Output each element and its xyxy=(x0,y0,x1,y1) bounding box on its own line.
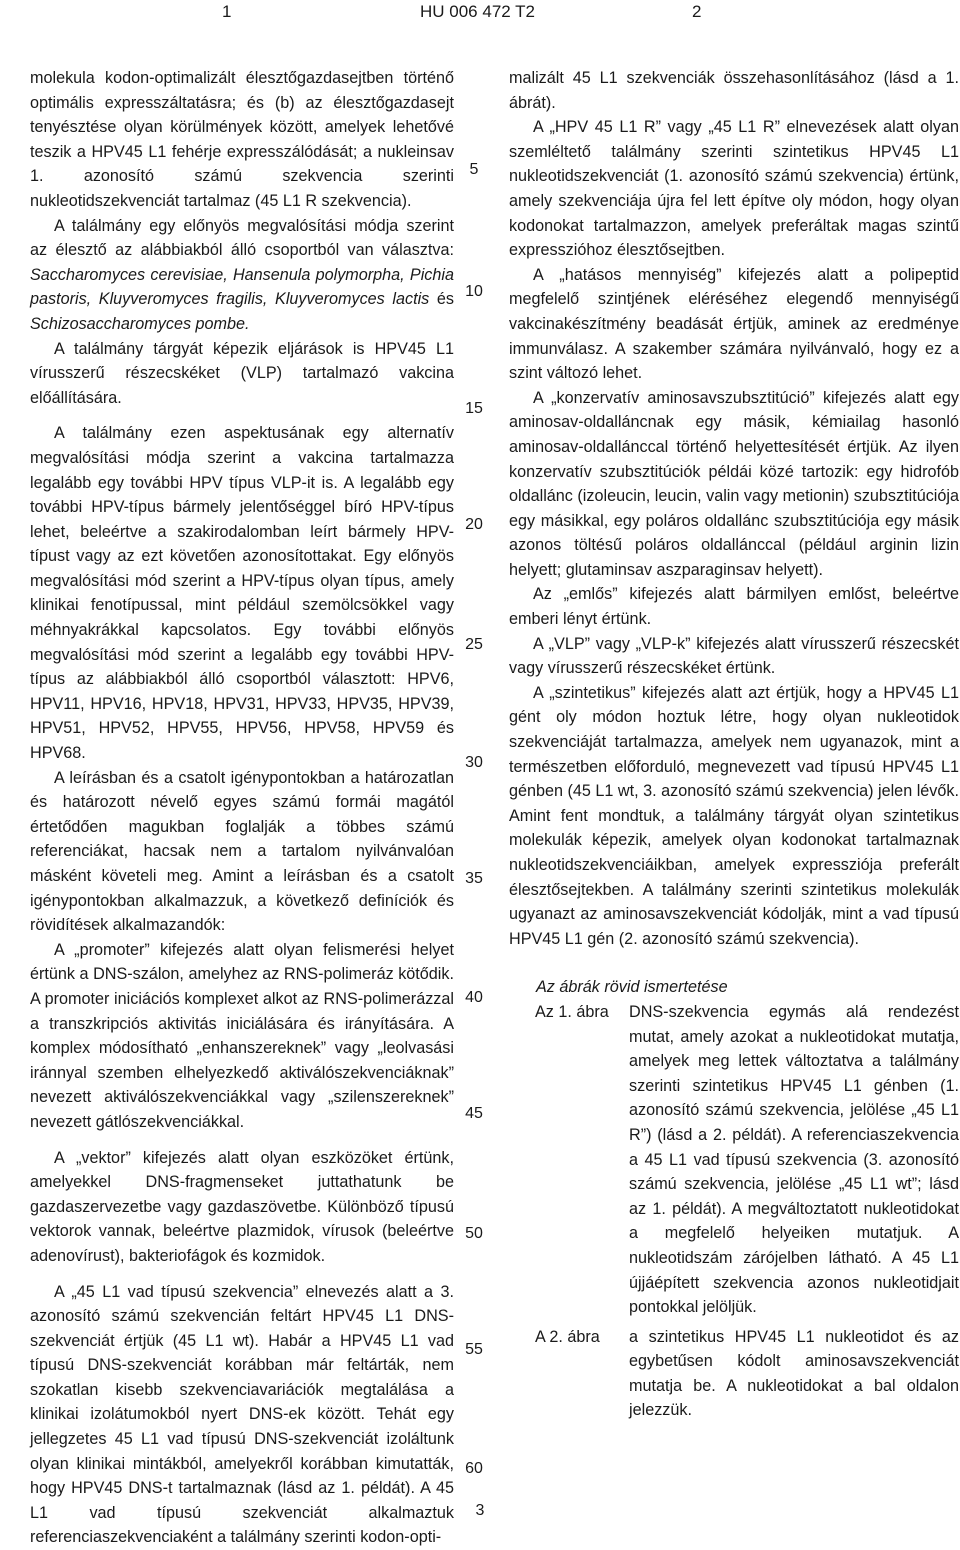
line-number: 30 xyxy=(454,754,494,772)
paragraph: A „vektor” kifejezés alatt olyan eszközöket értünk, amelyekkel DNS-fragmenseket juttathatunk be gazdaszervezetbe vagy gazdaszövetbe. Különböző típusú vektorok vannak, beleértve plazmidok, vírusok (beleértve adenovírust), bakteriofágok és kozmidok. xyxy=(30,1146,454,1269)
figure-label: Az 1. ábra xyxy=(509,1000,629,1320)
paragraph: A „szintetikus” kifejezés alatt azt értjük, hogy a HPV45 L1 gént oly módon hoztuk létre, hogy olyan nukleotidok szekvenciáját tartalmazza, amelyek nem ugyanazok, mint a természetben előforduló, megnevezett vad típusú HPV45 L1 génben (45 L1 wt, 3. azonosító számú szekvencia) jelen lévők. Amint fent mondtuk, a találmány tárgyát olyan szintetikus molekulák képezik, amelyek olyan kodonokat tartalmaznak nukleotidszekvenciáikban, amelyek expressziója preferált élesztősejtekben. A találmány szerinti szintetikus molekulák ugyanazt az aminosavszekvenciát kódolják, mint a vad típusú HPV45 L1 gén (2. azonosító számú szekvencia). xyxy=(509,681,959,952)
right-page-number: 2 xyxy=(692,2,701,22)
figures-heading: Az ábrák rövid ismertetése xyxy=(509,975,959,1000)
paragraph xyxy=(30,214,454,337)
paragraph: Az „emlős” kifejezés alatt bármilyen emlőst, beleértve emberi lényt értünk. xyxy=(509,582,959,631)
figure-label: A 2. ábra xyxy=(509,1325,629,1423)
paragraph: molekula kodon-optimalizált élesztőgazdasejtben történő optimális expresszáltatásra; és (b) az élesztőgazdasejt tenyésztése olyan körülmények között, amelyek lehetővé teszik a HPV45 L1 fehérje expresszálódását; a nukleinsav 1. azonosító számú szekvencia szerinti nukleotidszekvenciát tartalmaz (45 L1 R szekvencia). xyxy=(30,66,454,214)
line-number: 5 xyxy=(454,161,494,179)
paragraph-text: A találmány egy előnyös megvalósítási módja szerint az élesztő az alábbiakból álló csoportból van választva: xyxy=(30,217,454,260)
line-number: 25 xyxy=(454,636,494,654)
page-header xyxy=(0,2,960,28)
line-number: 50 xyxy=(454,1225,494,1243)
document-number: HU 006 472 T2 xyxy=(420,2,535,22)
conjunction: és xyxy=(429,290,454,308)
footer-page-number: 3 xyxy=(0,1502,960,1520)
figure-entry xyxy=(509,1325,959,1423)
species-list: Saccharomyces cerevisiae, Hansenula polymorpha, Pichia pastoris, Kluyveromyces fragilis, Kluyveromyces lactis xyxy=(30,266,454,309)
paragraph: A leírásban és a csatolt igénypontokban a határozatlan és határozott névelő egyes számú formái magától értetődően magukban foglalják a többes számú referenciákat, hacsak nem a tartalom nyilvánvalóan másként követeli meg. Amint a leírásban és a csatolt igénypontokban alkalmazzuk, a következő definíciók és rövidítések alkalmazandók: xyxy=(30,766,454,938)
paragraph: A „promoter” kifejezés alatt olyan felismerési helyet értünk a DNS-szálon, amelyhez az RNS-polimeráz kötődik. A promoter iniciációs komplexet alkot az RNS-polimerázzal a transzkripciós aktivitás iniciálására és irányítására. A komplex módosítható „enhanszereknek” vagy „leolvasási iránnyal szemben elhelyezkedő aktiválószekvenciáknak” nevezett aktiválószekvenciákkal vagy „szilenszereknek” nevezett gátlószekvenciákkal. xyxy=(30,938,454,1135)
line-number: 55 xyxy=(454,1341,494,1359)
figure-description: a szintetikus HPV45 L1 nukleotidot és az egybetűsen kódolt aminosavszekvenciát mutatja be. A nukleotidokat a bal oldalon jelezzük. xyxy=(629,1325,959,1423)
paragraph: A „hatásos mennyiség” kifejezés alatt a polipeptid megfelelő szintjének eléréséhez elegendő mennyiségű vakcinakészítmény beadását értjük, aminek az eredménye immunválasz. A szakember számára nyilvánvaló, hogy ez a szint változó lehet. xyxy=(509,263,959,386)
figure-entry xyxy=(509,1000,959,1320)
line-number: 20 xyxy=(454,516,494,534)
line-number: 40 xyxy=(454,989,494,1007)
line-number: 60 xyxy=(454,1460,494,1478)
line-number: 15 xyxy=(454,400,494,418)
paragraph: A „45 L1 vad típusú szekvencia” elnevezés alatt a 3. azonosító számú szekvencián feltárt HPV45 L1 DNS-szekvenciát értjük (45 L1 wt). Habár a HPV45 L1 vad típusú DNS-szekvenciát korábban már feltárták, nem szokatlan kisebb szekvenciavariációk megtalálása a klinikai izolátumokból nyert DNS-ek között. Tehát egy jellegzetes 45 L1 vad típusú DNS-szekvenciát izoláltunk olyan klinikai mintákból, amelyekről korábban kimutatták, hogy HPV45 DNS-t tartalmaznak (lásd az 1. példát). A 45 L1 vad típusú szekvenciát alkalmaztuk referenciaszekvenciaként a találmány szerinti kodon-opti- xyxy=(30,1280,454,1550)
line-number: 10 xyxy=(454,283,494,301)
paragraph: A „HPV 45 L1 R” vagy „45 L1 R” elnevezések alatt olyan szemléltető találmány szerinti szintetikus HPV45 L1 nukleotidszekvenciát (1. azonosító számú szekvencia) értünk, amely szekvenciája újra fel lett építve oly módon, hogy olyan kodonokat tartalmazzon, amelyek preferáltak magas szintű expresszióhoz élesztősejtben. xyxy=(509,115,959,263)
left-column xyxy=(30,66,454,1550)
line-number: 45 xyxy=(454,1105,494,1123)
paragraph: A „konzervatív aminosavszubsztitúció” kifejezés alatt egy aminosav-oldalláncnak egy másik, kémiailag hasonló aminosav-oldallánccal történő helyettesítését értjük. Az ilyen konzervatív szubsztitúciók példái közé tartozik: egy hidrofób oldallánc (izoleucin, leucin, valin vagy metionin) szubsztitúciója egy másikkal, egy poláros oldallánc szubsztitúciója egy másik azonos töltésű poláros oldallánccal (például arginin lizin helyett; glutaminsav aszparaginsav helyett). xyxy=(509,386,959,583)
line-number: 35 xyxy=(454,870,494,888)
figure-description: DNS-szekvencia egymás alá rendezést mutat, amely azokat a nukleotidokat mutatja, amelyek meg lettek változtatva a találmány szerinti szintetikus HPV45 L1 génben (1. azonosító számú szekvencia, jelölése „45 L1 R”) (lásd a 2. példát). A referenciaszekvencia a 45 L1 vad típusú szekvencia (3. azonosító számú szekvencia, jelölése „45 L1 wt”; lásd az 1. példát). A megváltoztatott nukleotidokat a megfelelő helyeiken mutatjuk. A nukleotidszám zárójelben látható. A 45 L1 újjáépített szekvencia azonos nukleotidjait pontokkal jelöljük. xyxy=(629,1000,959,1320)
right-column xyxy=(509,66,959,1423)
left-page-number: 1 xyxy=(222,2,231,22)
species-name: Schizosaccharomyces pombe. xyxy=(30,315,250,333)
paragraph: malizált 45 L1 szekvenciák összehasonlításához (lásd a 1. ábrát). xyxy=(509,66,959,115)
paragraph: A találmány tárgyát képezik eljárások is HPV45 L1 vírusszerű részecskéket (VLP) tartalmazó vakcina előállítására. xyxy=(30,337,454,411)
paragraph: A találmány ezen aspektusának egy alternatív megvalósítási módja szerint a vakcina tartalmazza legalább egy további HPV típus VLP-it is. A legalább egy további HPV-típus bármely jelentőséggel bíró HPV-típus lehet, beleértve a szakirodalomban leírt bármely HPV-típust vagy az ezt követően azonosítottakat. Egy előnyös megvalósítási mód szerint a HPV-típus olyan típus, amely klinikai fenotípussal, mint például szemölcsökkel vagy méhnyakrákkal kapcsolatos. Egy további előnyös megvalósítási mód szerint a legalább egy további HPV-típus az alábbiakból álló csoportból választott: HPV6, HPV11, HPV16, HPV18, HPV31, HPV33, HPV35, HPV39, HPV51, HPV52, HPV55, HPV56, HPV58, HPV59 és HPV68. xyxy=(30,421,454,765)
paragraph: A „VLP” vagy „VLP-k” kifejezés alatt vírusszerű részecskét vagy vírusszerű részecskéket értünk. xyxy=(509,632,959,681)
